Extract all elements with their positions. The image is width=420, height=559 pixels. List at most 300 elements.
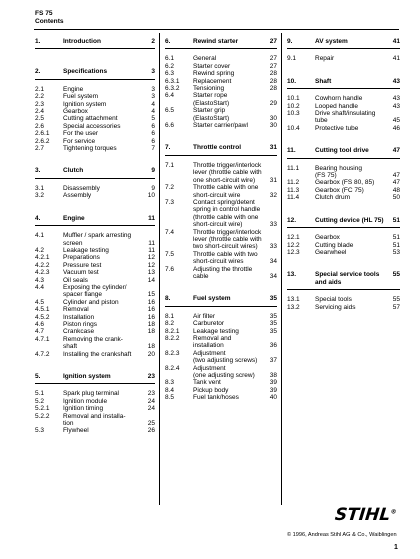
entry-title: Tightening torques <box>63 145 117 153</box>
entry-number: 8.2.4 <box>165 364 180 372</box>
entry-title: Protective tube <box>315 124 359 132</box>
section-heading <box>287 78 400 89</box>
entry-title: Muffler / spark arresting screen <box>63 232 132 247</box>
entry-title: Leakage testing <box>193 327 239 335</box>
section-number: 12. <box>287 216 297 224</box>
entry-number: 6.5 <box>165 107 175 115</box>
entry-number: 13.2 <box>287 303 300 311</box>
entry-number: 4.3 <box>35 276 45 284</box>
entry-number: 7.4 <box>165 228 175 236</box>
entry-number: 4.7 <box>35 328 45 336</box>
toc-column-2 <box>165 38 277 417</box>
toc-entry <box>287 296 400 303</box>
entry-page: 11 <box>148 239 155 247</box>
toc-section <box>165 295 277 401</box>
toc-entry <box>35 398 155 405</box>
section-page: 51 <box>392 216 400 224</box>
entry-number: 6.3.1 <box>165 77 180 85</box>
entry-title: Gearbox (FC 75) <box>315 186 364 194</box>
entry-number: 6.2 <box>165 62 175 70</box>
section-page: 35 <box>269 295 277 303</box>
entry-page: 29 <box>269 99 277 107</box>
toc-section <box>35 68 155 152</box>
entry-number: 6.3 <box>165 70 175 78</box>
entry-number: 7.2 <box>165 184 175 192</box>
entry-page: 51 <box>392 234 400 242</box>
section-spacer <box>35 360 155 373</box>
toc-entry <box>35 93 155 100</box>
entry-title: General <box>193 55 217 63</box>
entry-page: 6 <box>151 137 155 145</box>
section-page: 43 <box>392 77 400 85</box>
section-number: 4. <box>35 214 41 222</box>
toc-entry <box>287 125 400 132</box>
toc-section <box>287 147 400 201</box>
toc-entry <box>165 78 277 85</box>
section-title: Rewind starter <box>193 38 239 45</box>
toc-section <box>287 271 400 311</box>
entry-title: Adjusting the throttle cable <box>193 265 253 280</box>
entry-title: Removing the crank- shaft <box>63 335 123 351</box>
section-spacer <box>35 202 155 215</box>
section-number: 2. <box>35 68 41 76</box>
entry-title: Adjustment (two adjusting screws) <box>193 349 258 365</box>
entry-number: 8.2.2 <box>165 335 180 342</box>
entry-number: 5.2.2 <box>35 412 50 420</box>
toc-entry <box>287 95 400 102</box>
entry-number: 4.7.2 <box>35 350 50 358</box>
entry-title: For the user <box>63 130 99 138</box>
toc-entry <box>287 103 400 110</box>
entry-title: Special tools <box>315 296 352 304</box>
entry-number: 10.4 <box>287 124 300 132</box>
toc-entry <box>165 365 277 380</box>
toc-entry <box>35 336 155 351</box>
entry-page: 43 <box>392 102 400 110</box>
entry-page: 11 <box>148 246 155 254</box>
entry-title: Pressure test <box>63 261 102 269</box>
entry-title: Crankcase <box>63 328 95 336</box>
entry-title: Ignition timing <box>63 405 104 413</box>
section-spacer <box>287 258 400 271</box>
entry-number: 3.2 <box>35 192 45 200</box>
stihl-logo: STIHL® <box>333 505 397 525</box>
entry-number: 2.1 <box>35 85 45 93</box>
entry-title: Drive shaft/insulating tube <box>315 110 376 125</box>
toc-section <box>35 215 155 358</box>
section-heading <box>287 147 400 158</box>
toc-entry <box>35 101 155 108</box>
entry-number: 7.6 <box>165 265 175 273</box>
entry-page: 43 <box>392 95 400 103</box>
toc-entry <box>165 229 277 251</box>
toc-section <box>287 78 400 132</box>
toc-entry <box>165 266 277 281</box>
entry-title: For service <box>63 137 96 145</box>
entry-page: 35 <box>269 320 277 328</box>
entry-page: 16 <box>147 298 155 306</box>
entry-number: 11.3 <box>287 186 300 194</box>
entry-number: 2.6.1 <box>35 130 50 138</box>
entry-title: Starter grip (ElastoStart) <box>193 107 230 122</box>
entry-page: 55 <box>392 296 400 304</box>
toc-entry <box>165 350 277 365</box>
toc-entry <box>287 110 400 125</box>
entry-page: 32 <box>269 191 277 199</box>
section-page: 2 <box>151 38 155 45</box>
entry-page: 18 <box>147 320 155 328</box>
toc-column-3 <box>287 38 400 326</box>
entry-title: Flywheel <box>63 427 89 435</box>
toc-entry <box>35 86 155 93</box>
toc-entry <box>165 335 277 350</box>
section-page: 47 <box>392 147 400 155</box>
entry-number: 4.2.3 <box>35 269 50 277</box>
entry-number: 9.1 <box>287 55 297 63</box>
entry-page: 14 <box>147 276 155 284</box>
entry-number: 2.5 <box>35 115 45 123</box>
entry-title: Leakage testing <box>63 246 109 254</box>
toc-entry <box>165 320 277 327</box>
entry-number: 4.5 <box>35 298 45 306</box>
entry-title: Ignition system <box>63 100 107 108</box>
section-spacer <box>165 404 277 417</box>
entry-page: 25 <box>147 420 155 428</box>
section-title: Fuel system <box>193 295 231 303</box>
entry-title: Cutting blade <box>315 241 354 249</box>
toc-column-1 <box>35 38 155 450</box>
section-number: 3. <box>35 167 41 175</box>
entry-number: 4.2.1 <box>35 254 50 262</box>
entry-title: Special accessories <box>63 122 121 130</box>
toc-entry <box>35 284 155 299</box>
section-page: 11 <box>148 214 155 222</box>
entry-title: Engine <box>63 85 84 93</box>
section-number: 8. <box>165 295 171 303</box>
section-spacer <box>165 282 277 295</box>
entry-number: 12.2 <box>287 241 300 249</box>
entry-title: Contact spring/detent spring in control handle (throttle cable with one short-circuit wire) <box>193 198 261 229</box>
entry-page: 37 <box>269 357 277 365</box>
entry-title: Fuel tank/hoses <box>193 394 239 402</box>
entry-title: Throttle trigger/interlock lever (throttle cable with one short-circuit wire) <box>193 161 262 184</box>
toc-entry <box>287 179 400 186</box>
section-heading <box>287 271 400 290</box>
toc-section <box>35 38 155 49</box>
section-spacer <box>287 65 400 78</box>
entry-number: 8.1 <box>165 312 175 320</box>
section-page: 3 <box>151 68 155 76</box>
toc-entry <box>165 70 277 77</box>
toc-entry <box>165 184 277 199</box>
entry-title: Servicing aids <box>315 303 356 311</box>
entry-title: Cylinder and piston <box>63 298 119 306</box>
entry-page: 6 <box>151 130 155 138</box>
section-heading <box>287 38 400 49</box>
entry-page: 50 <box>392 194 400 202</box>
entry-number: 6.4 <box>165 92 175 100</box>
entry-page: 28 <box>269 77 277 85</box>
entry-number: 4.1 <box>35 232 45 240</box>
entry-page: 45 <box>392 117 400 125</box>
entry-title: Vacuum test <box>63 269 99 277</box>
toc-entry <box>287 249 400 256</box>
entry-page: 31 <box>269 176 277 184</box>
section-heading <box>165 38 277 49</box>
entry-page: 30 <box>269 122 277 130</box>
entry-page: 18 <box>147 343 155 351</box>
section-number: 9. <box>287 38 293 45</box>
toc-entry <box>35 405 155 412</box>
entry-number: 4.5.1 <box>35 306 50 314</box>
entry-page: 6 <box>151 122 155 130</box>
entry-title: Assembly <box>63 192 92 200</box>
entry-page: 57 <box>392 303 400 311</box>
toc-entry <box>35 108 155 115</box>
entry-title: Carburetor <box>193 320 225 328</box>
entry-title: Removal and installation <box>193 335 232 350</box>
section-number: 5. <box>35 373 41 380</box>
header-rule <box>34 29 399 30</box>
entry-page: 9 <box>151 184 155 192</box>
entry-title: Air filter <box>193 312 216 320</box>
toc-entry <box>287 234 400 241</box>
entry-title: Starter carrier/pawl <box>193 122 248 130</box>
toc-entry <box>35 123 155 130</box>
section-title: AV system <box>315 38 348 45</box>
entry-title: Gearbox <box>315 234 340 242</box>
entry-number: 8.2.1 <box>165 327 180 335</box>
entry-page: 3 <box>151 93 155 101</box>
entry-number: 4.2 <box>35 246 45 254</box>
entry-title: Pickup body <box>193 386 229 394</box>
section-title: Introduction <box>63 38 101 45</box>
section-spacer <box>35 437 155 450</box>
entry-page: 47 <box>392 172 400 180</box>
toc-entry <box>35 232 155 247</box>
entry-title: Repair <box>315 55 335 63</box>
toc-section <box>165 38 277 129</box>
entry-page: 4 <box>151 100 155 108</box>
entry-number: 5.2 <box>35 397 45 405</box>
entry-page: 10 <box>147 192 155 200</box>
entry-title: Rewind spring <box>193 70 235 78</box>
page-title: Contents <box>35 18 64 25</box>
entry-number: 4.5.2 <box>35 313 50 321</box>
section-number: 11. <box>287 147 296 155</box>
section-heading <box>35 167 155 178</box>
entry-page: 24 <box>147 405 155 413</box>
entry-page: 39 <box>269 386 277 394</box>
entry-page: 18 <box>147 328 155 336</box>
toc-section <box>287 217 400 257</box>
toc-entry <box>35 192 155 199</box>
section-title: Cutting tool drive <box>315 147 369 155</box>
entry-number: 5.3 <box>35 427 45 435</box>
toc-entry <box>35 138 155 145</box>
entry-number: 8.2.3 <box>165 349 180 357</box>
entry-number: 4.4 <box>35 283 45 291</box>
toc-entry <box>165 379 277 386</box>
entry-number: 7.3 <box>165 198 175 206</box>
entry-page: 16 <box>147 313 155 321</box>
section-title: Cutting device (HL 75) <box>315 216 384 224</box>
entry-page: 35 <box>269 312 277 320</box>
toc-entry <box>35 145 155 152</box>
entry-number: 7.1 <box>165 161 175 169</box>
section-number: 13. <box>287 271 297 279</box>
section-heading <box>35 38 155 49</box>
entry-number: 2.6.2 <box>35 137 50 145</box>
section-number: 7. <box>165 144 171 152</box>
entry-page: 40 <box>269 394 277 402</box>
entry-number: 11.4 <box>287 194 300 202</box>
model-name: FS 75 <box>35 10 53 17</box>
entry-number: 12.1 <box>287 234 300 242</box>
toc-entry <box>165 199 277 229</box>
section-spacer <box>287 134 400 147</box>
entry-number: 8.4 <box>165 386 175 394</box>
toc-entry <box>35 390 155 397</box>
entry-page: 26 <box>147 427 155 435</box>
section-page: 9 <box>151 167 155 175</box>
toc-entry <box>35 130 155 137</box>
entry-page: 39 <box>269 379 277 387</box>
entry-number: 7.5 <box>165 250 175 258</box>
section-page: 31 <box>269 144 277 152</box>
toc-section <box>287 38 400 63</box>
entry-number: 3.1 <box>35 184 45 192</box>
toc-section <box>35 373 155 435</box>
toc-entry <box>35 277 155 284</box>
entry-number: 13.1 <box>287 296 300 304</box>
entry-number: 8.5 <box>165 394 175 402</box>
entry-page: 16 <box>147 306 155 314</box>
entry-number: 6.6 <box>165 122 175 130</box>
entry-number: 2.2 <box>35 93 45 101</box>
section-title: Specifications <box>63 68 108 76</box>
entry-number: 4.6 <box>35 320 45 328</box>
toc-entry <box>165 85 277 92</box>
section-title: Ignition system <box>63 373 111 380</box>
toc-entry <box>287 304 400 311</box>
toc-entry <box>35 427 155 434</box>
toc-entry <box>35 115 155 122</box>
entry-number: 2.3 <box>35 100 45 108</box>
entry-title: Cowhorn handle <box>315 95 363 103</box>
entry-page: 36 <box>269 342 277 350</box>
section-title: Clutch <box>63 167 84 175</box>
entry-title: Throttle trigger/interlock lever (throttle cable with two short-circuit wires) <box>193 228 262 251</box>
entry-page: 41 <box>392 55 400 63</box>
entry-page: 28 <box>269 85 277 93</box>
entry-title: Adjustment (one adjusting screw) <box>193 364 255 380</box>
toc-entry <box>165 55 277 62</box>
toc-entry <box>165 313 277 320</box>
toc-entry <box>35 247 155 254</box>
entry-title: Installation <box>63 313 95 321</box>
entry-page: 27 <box>269 62 277 70</box>
entry-page: 34 <box>269 272 277 280</box>
entry-title: Oil seals <box>63 276 88 284</box>
entry-page: 12 <box>147 261 155 269</box>
toc-entry <box>165 162 277 184</box>
toc-entry <box>165 63 277 70</box>
entry-page: 34 <box>269 258 277 266</box>
entry-title: Spark plug terminal <box>63 390 119 398</box>
toc-section <box>35 167 155 199</box>
section-spacer <box>165 131 277 144</box>
entry-number: 12.3 <box>287 248 300 256</box>
entry-page: 28 <box>269 70 277 78</box>
entry-page: 24 <box>147 397 155 405</box>
entry-page: 13 <box>147 269 155 277</box>
toc-entry <box>35 306 155 313</box>
entry-page: 48 <box>392 186 400 194</box>
entry-number: 10.1 <box>287 95 300 103</box>
toc-entry <box>165 107 277 122</box>
entry-number: 8.3 <box>165 379 175 387</box>
toc-entry <box>35 351 155 358</box>
toc-entry <box>287 242 400 249</box>
toc-entry <box>35 321 155 328</box>
section-number: 1. <box>35 38 41 45</box>
toc-entry <box>35 185 155 192</box>
entry-page: 53 <box>392 248 400 256</box>
toc-entry <box>165 251 277 266</box>
entry-number: 2.4 <box>35 108 45 116</box>
section-spacer <box>287 204 400 217</box>
entry-title: Starter rope (ElastoStart) <box>193 92 230 107</box>
entry-title: Installing the crankshaft <box>63 350 132 358</box>
section-title: Engine <box>63 214 85 222</box>
column-divider <box>281 33 282 505</box>
toc-entry <box>287 194 400 201</box>
entry-page: 3 <box>151 85 155 93</box>
entry-title: Replacement <box>193 77 232 85</box>
entry-page: 12 <box>147 254 155 262</box>
section-heading <box>35 68 155 79</box>
toc-entry <box>165 394 277 401</box>
entry-title: Removal <box>63 306 89 314</box>
entry-number: 10.2 <box>287 102 300 110</box>
entry-number: 6.3.2 <box>165 85 180 93</box>
toc-entry <box>35 254 155 261</box>
entry-page: 20 <box>147 350 155 358</box>
entry-title: Ignition module <box>63 397 108 405</box>
entry-number: 5.1 <box>35 390 45 398</box>
section-number: 10. <box>287 77 297 85</box>
entry-title: Tank vent <box>193 379 221 387</box>
toc-section <box>165 144 277 280</box>
section-page: 27 <box>269 38 277 45</box>
toc-entry <box>165 328 277 335</box>
toc-entry <box>165 387 277 394</box>
entry-title: Looped handle <box>315 102 359 110</box>
entry-title: Gearbox <box>63 108 88 116</box>
toc-entry <box>287 55 400 62</box>
entry-page: 47 <box>392 179 400 187</box>
entry-title: Fuel system <box>63 93 99 101</box>
toc-entry <box>35 299 155 306</box>
entry-number: 11.1 <box>287 164 300 172</box>
entry-number: 11.2 <box>287 179 300 187</box>
entry-title: Throttle cable with one short-circuit wire <box>193 184 259 199</box>
section-page: 23 <box>147 373 155 380</box>
toc-entry <box>287 165 400 180</box>
section-spacer <box>35 154 155 167</box>
entry-number: 5.2.1 <box>35 405 50 413</box>
